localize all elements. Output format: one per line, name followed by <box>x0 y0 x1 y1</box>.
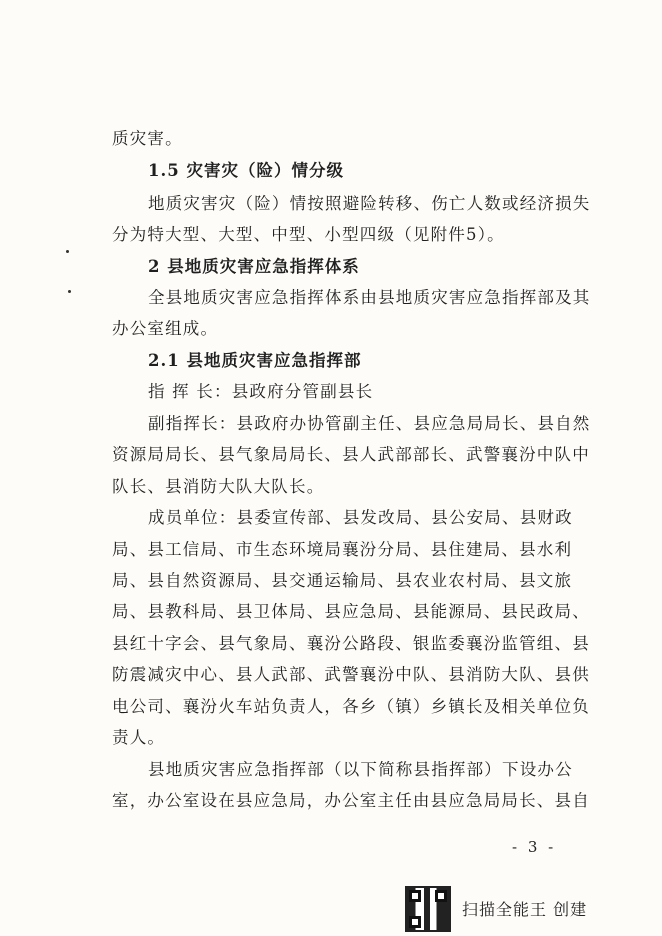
text-line: 资源局局长、县气象局局长、县人武部部长、武警襄汾中队中 <box>112 445 590 464</box>
text-line: 地质灾害灾（险）情按照避险转移、伤亡人数或经济损失 <box>148 194 591 213</box>
text-line: 电公司、襄汾火车站负责人，各乡（镇）乡镇长及相关单位负 <box>112 697 590 716</box>
scan-speck <box>68 290 71 293</box>
text-line: 责人。 <box>112 728 166 747</box>
text-line: 县红十字会、县气象局、襄汾公路段、银监委襄汾监管组、县 <box>112 634 590 653</box>
text-line: 办公室组成。 <box>112 319 219 338</box>
text-line: 队长、县消防大队大队长。 <box>112 477 325 496</box>
section-heading: 2 县地质灾害应急指挥体系 <box>148 257 360 276</box>
qr-finder-icon <box>409 916 421 928</box>
text-line: 局、县工信局、市生态环境局襄汾分局、县住建局、县水利 <box>112 540 573 559</box>
text-line: 指 挥 长：县政府分管副县长 <box>148 382 374 401</box>
text-line: 县地质灾害应急指挥部（以下简称县指挥部）下设办公 <box>148 760 573 779</box>
scanner-watermark: 扫描全能王 创建 <box>462 900 588 919</box>
section-heading: 2.1 县地质灾害应急指挥部 <box>148 351 362 370</box>
text-line: 副指挥长：县政府办协管副主任、县应急局局长、县自然 <box>148 414 591 433</box>
text-line: 局、县自然资源局、县交通运输局、县农业农村局、县文旅 <box>112 571 573 590</box>
section-heading: 1.5 灾害灾（险）情分级 <box>148 161 344 180</box>
text-line: 局、县教科局、县卫体局、县应急局、县能源局、县民政局、 <box>112 602 590 621</box>
text-line: 室，办公室设在县应急局，办公室主任由县应急局局长、县自 <box>112 791 590 810</box>
text-line: 分为特大型、大型、中型、小型四级（见附件5）。 <box>112 225 505 244</box>
text-line: 成员单位：县委宣传部、县发改局、县公安局、县财政 <box>148 508 573 527</box>
text-line: 质灾害。 <box>112 129 183 148</box>
scan-speck <box>66 250 69 253</box>
text-line: 防震减灾中心、县人武部、武警襄汾中队、县消防大队、县供 <box>112 665 590 684</box>
page-number: - 3 - <box>512 838 557 856</box>
text-line: 全县地质灾害应急指挥体系由县地质灾害应急指挥部及其 <box>148 288 591 307</box>
qr-code-icon <box>405 886 451 932</box>
